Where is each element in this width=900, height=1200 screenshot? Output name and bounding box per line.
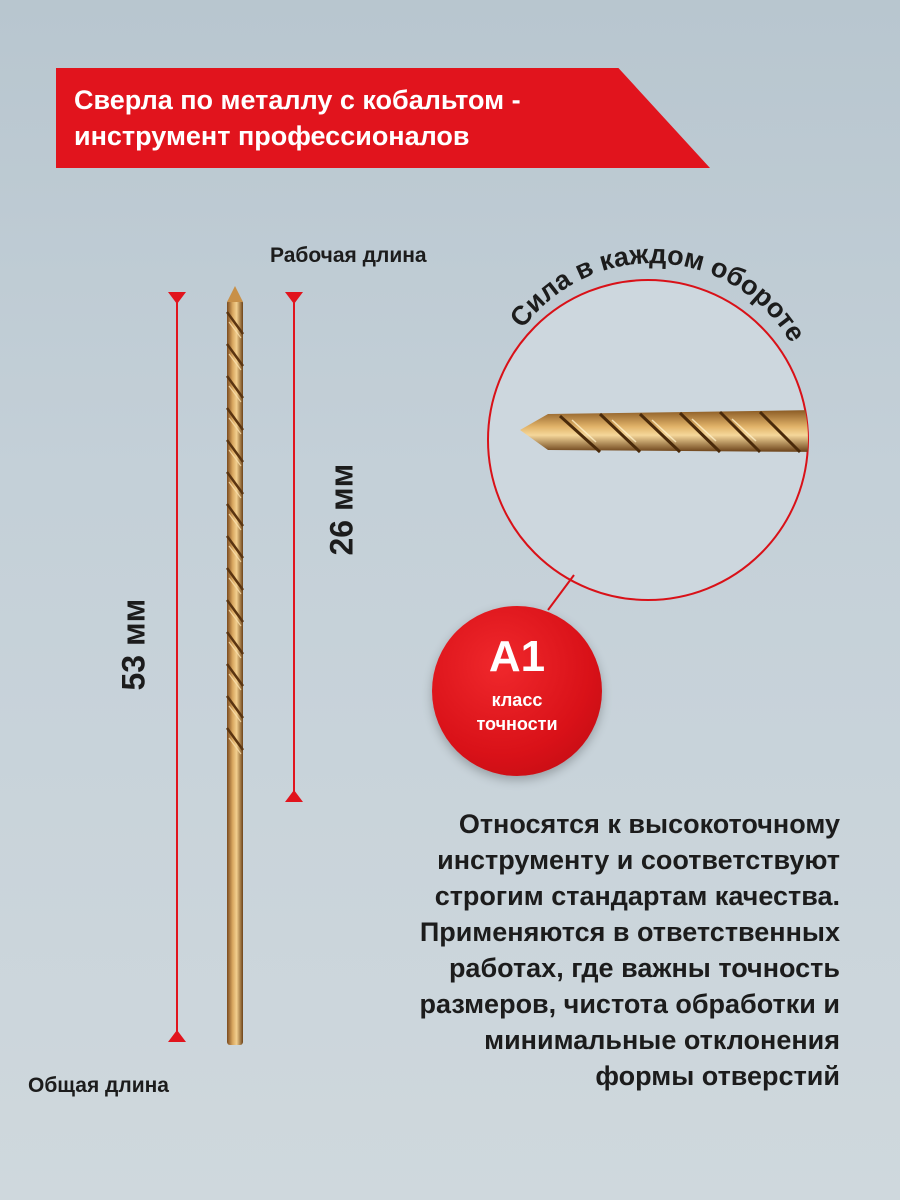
working-length-label: Рабочая длина [270, 244, 427, 267]
accuracy-class-badge [432, 606, 602, 776]
description-line: размеров, чистота обработки и [419, 989, 840, 1019]
badge-class-value: A1 [488, 632, 546, 681]
description-line: работах, где важны точность [448, 953, 840, 983]
title-line-2: инструмент профессионалов [74, 121, 470, 151]
total-length-label: Общая длина [28, 1074, 169, 1097]
description-line: инструменту и соответствуют [437, 845, 840, 875]
badge-line-1: класс [491, 690, 543, 710]
drill-closeup-circle [488, 280, 820, 610]
working-length-dimension [285, 292, 303, 802]
description-line: Относятся к высокоточному [458, 809, 840, 839]
working-length-value: 26 мм [323, 463, 360, 556]
total-length-value: 53 мм [115, 598, 152, 691]
description-line: Применяются в ответственных [419, 917, 840, 947]
total-length-dimension [168, 292, 186, 1042]
title-line-1: Сверла по металлу с кобальтом - [74, 85, 521, 115]
description-text [320, 806, 840, 1094]
description-line: строгим стандартам качества. [434, 881, 840, 911]
badge-line-2: точности [476, 714, 558, 734]
description-line: формы отверстий [595, 1061, 840, 1091]
circle-caption: Сила в каждом обороте [503, 239, 812, 347]
description-line: минимальные отклонения [484, 1025, 840, 1055]
drill-bit-vertical [227, 286, 243, 1045]
